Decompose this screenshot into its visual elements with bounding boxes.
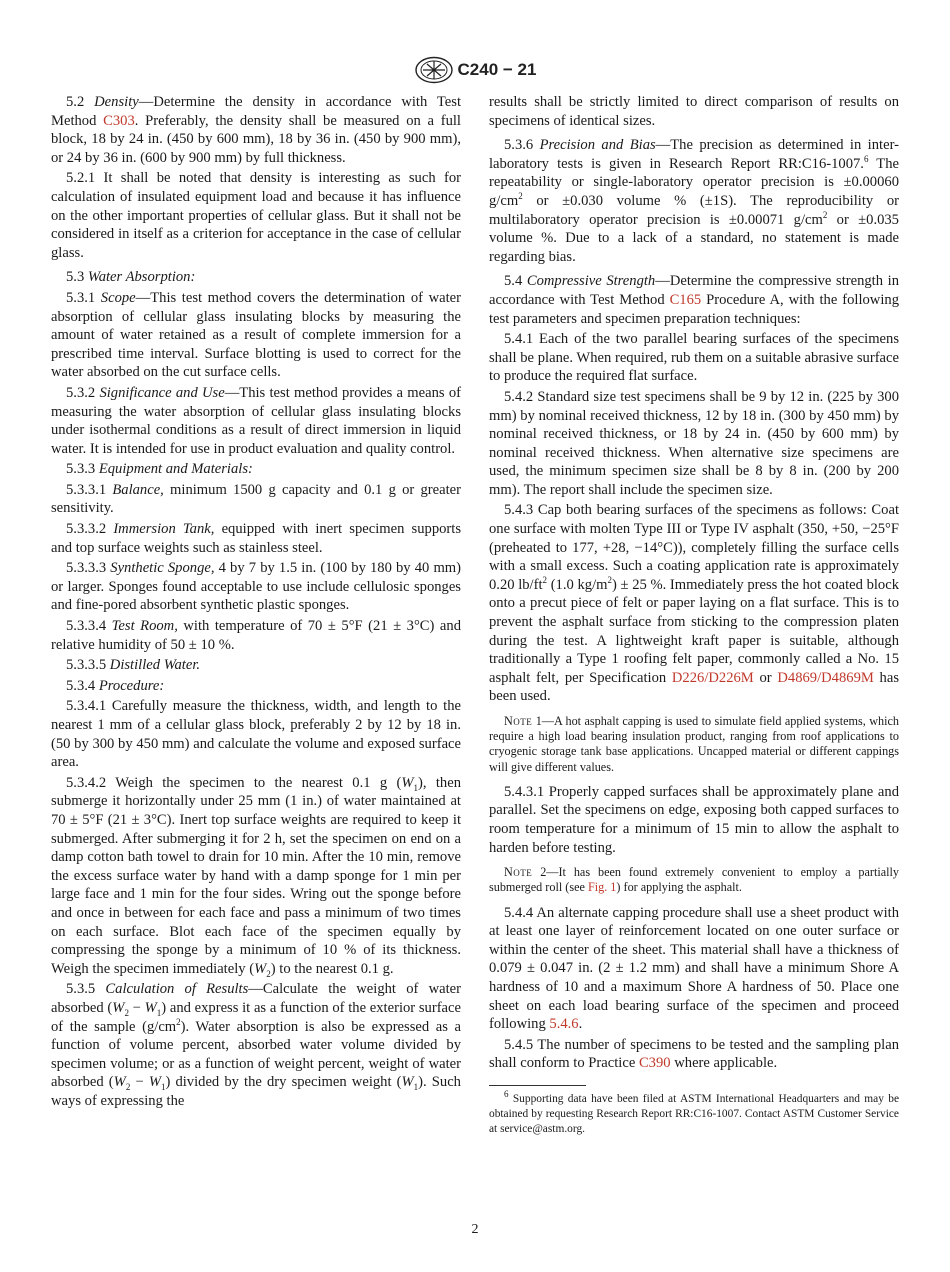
- section-5-4-6-link[interactable]: 5.4.6: [549, 1016, 579, 1033]
- para-5-4-3-1: 5.4.3.1 Properly capped surfaces shall be approximately plane and parallel. Set the specimens on edge, exposing both capped surfaces to room temperature for a minimum of 15 min to allow the asphalt to harden before testing.: [489, 783, 899, 856]
- para-5-2: 5.2 Density—Determine the density in accordance with Test Method C303. Preferably, the density shall be measured on a full block, 18 by 24 in. (450 by 600 mm), 18 by 36 in. (450 by 900 mm), or 24 by 36 in. (600 by 900 mm) by full thickness.: [51, 94, 461, 166]
- para-5-3-4: 5.3.4 Procedure:: [66, 677, 165, 694]
- left-column: [51, 93, 461, 1112]
- para-5-4-5: 5.4.5 The number of specimens to be tested and the sampling plan shall conform to Practice C390 where applicable.: [489, 1036, 899, 1072]
- para-5-4: 5.4 Compressive Strength—Determine the compressive strength in accordance with Test Method C165 Procedure A, with the following test parameters and specimen preparation techniques:: [489, 273, 899, 327]
- footnote-ref-6: 6: [863, 153, 869, 164]
- c165-link[interactable]: C165: [669, 291, 702, 308]
- para-5-3-5-cont: results shall be strictly limited to direct comparison of results on specimens of identical sizes.: [489, 94, 899, 129]
- fig-1-link[interactable]: Fig. 1: [587, 880, 617, 895]
- para-5-2-1: 5.2.1 It shall be noted that density is interesting as such for calculation of insulated equipment load and because it has influence on the other important properties of cellular glass. But it shall not be considered in itself as a criterion for acceptance in the case of cellular glass.: [51, 170, 461, 261]
- para-5-3-5: 5.3.5 Calculation of Results—Calculate the weight of water absorbed $(W_2 - W_1)$ and express it as a function of the exterior surface of the sample $(g/cm^2)$. Water absorption is also be expressed as a function of volume percent, absorbed water volume divided by specimen volume; or as a function of weight percent, weight of water absorbed $(W_2 - W_1)$ divided by the dry specimen weight $(W_1)$. Such ways of expressing the: [51, 981, 461, 1109]
- para-5-3-1: 5.3.1 Scope—This test method covers the determination of water absorption of cellular glass insulating blocks by measuring the amount of water retained as a result of complete immersion for a prescribed time interval. Surface blotting is used to correct for the water absorbed on the cut surface cells.: [51, 289, 461, 381]
- d226-link[interactable]: D226/D226M: [671, 669, 754, 686]
- para-5-3-2: 5.3.2 Significance and Use—This test method provides a means of measuring the water absorption of cellular glass insulating blocks under isothermal conditions as a result of direct immersion in liquid water. It is intended for use in product evaluation and quality control.: [51, 384, 461, 457]
- footnote-divider: [489, 1085, 586, 1086]
- c390-link[interactable]: C390: [638, 1055, 671, 1072]
- page-header: [0, 56, 950, 84]
- standard-code: C240 − 21: [457, 60, 537, 79]
- note-1: Note 1—A hot asphalt capping is used to simulate field applied systems, which require a high load bearing insulation product, ranging from roof applications to cryogenic storage tank base applications. Uncapped material or different cappings will give different values.: [489, 714, 899, 774]
- para-5-4-1: 5.4.1 Each of the two parallel bearing surfaces of the specimens shall be plane. When required, rub them on a suitable abrasive surface to produce the required flat surface.: [489, 331, 899, 385]
- para-5-4-4: 5.4.4 An alternate capping procedure shall use a sheet product with at least one layer of reinforcement located on one outer surface or within the center of the sheet. This material shall have a thickness of 0.079 ± 0.047 in. (2 ± 1.2 mm) and shall have a minimum Shore A hardness of 10 and a maximum Shore A hardness of 50. Place one sheet on each load bearing surface of the specimen and proceed following 5.4.6.: [489, 904, 899, 1033]
- para-5-3-3-3: 5.3.3.3 Synthetic Sponge, 4 by 7 by 1.5 in. (100 by 180 by 40 mm) or larger. Sponges found acceptable to use include cellulosic sponges and fine-pored absorbent synthetic plastic sponges.: [51, 560, 462, 614]
- para-5-3-4-2: 5.3.4.2 Weigh the specimen to the nearest 0.1 g $(W_1)$, then submerge it horizontally under 25 mm (1 in.) of water maintained at 70 ± 5°F (21 ± 3°C). Inert top surface weights are required to keep it submerged. After submerging it for 2 h, set the specimen on end on a damp cotton bath towel to drain for 10 min. After the 10 min, remove the excess surface water by hand with a damp sponge for 1 min per large face and 1 min for the four sides. Wring out the sponge before and once in between for each face and pass a minimum of two times on each surface. Blot each face of the specimen equally by compressing the sponge by a minimum of 10 % of its thickness. Weigh the specimen immediately $(W_2)$ to the nearest 0.1 g.: [51, 774, 461, 979]
- c303-link[interactable]: C303: [103, 112, 135, 129]
- footnote-6: $^6$ Supporting data have been filed at ASTM International Headquarters and may be obtained by requesting Research Report RR:C16-1007. Contact ASTM Customer Service at service@astm.org.: [489, 1089, 899, 1135]
- note-2: Note 2—It has been found extremely convenient to employ a partially submerged roll (see Fig. 1) for applying the asphalt.: [489, 865, 899, 895]
- para-5-3-4-1: 5.3.4.1 Carefully measure the thickness, width, and length to the nearest 1 mm of a cellular glass block, preferably 2 by 12 by 18 in. (50 by 300 by 450 mm) and calculate the volume and exposed surface area.: [51, 698, 461, 771]
- para-5-3: 5.3 Water Absorption:: [66, 269, 196, 286]
- page-number: 2: [471, 1222, 479, 1237]
- para-5-3-3-1: 5.3.3.1 Balance, minimum 1500 g capacity and 0.1 g or greater sensitivity.: [51, 481, 461, 517]
- para-5-3-3-5: 5.3.3.5 Distilled Water.: [66, 657, 201, 674]
- para-5-4-2: 5.4.2 Standard size test specimens shall be 9 by 12 in. (225 by 300 mm) by nominal received thickness, 12 by 18 in. (300 by 450 mm) by nominal received thickness, or 18 by 24 in. (450 by 600 mm) by nominal received thickness. When alternative size specimens are used, the minimum specimen size shall be 8 by 8 in. (200 by 200 mm). The report shall include the specimen size.: [489, 388, 899, 498]
- right-column: [489, 93, 899, 1139]
- d4869-link[interactable]: D4869/D4869M: [777, 669, 874, 686]
- para-5-3-3-2: 5.3.3.2 Immersion Tank, equipped with inert specimen supports and top surface weights such as stainless steel.: [51, 521, 462, 556]
- para-5-3-3: 5.3.3 Equipment and Materials:: [66, 461, 253, 478]
- para-5-3-6: 5.3.6 Precision and Bias—The precision as determined in inter-laboratory tests is given in Research Report RR:C16-1007.$^6$ The repeatability or single-laboratory operator precision is ±0.00060 $g/cm^2$ or ±0.030 volume % (±1S). The reproducibility or multilaboratory operator precision is ±0.00071 $g/cm^2$ or ±0.035 volume %. Due to a lack of a standard, no statement is made regarding bias.: [489, 137, 899, 265]
- para-5-4-3: 5.4.3 Cap both bearing surfaces of the specimens as follows: Coat one surface with molten Type III or Type IV asphalt (350, +50, −25°F (preheated to 177, +28, −14°C)), completely filling the surface cells with a small excess. Such a coating application rate is approximately 0.20 $lb/ft^2$ (1.0 $kg/m^2) \pm 25$ %. Immediately press the hot coated block onto a precut piece of felt or paper laying on a flat surface. This is to prevent the asphalt surface from sticking to the compression platen during the test. A lightweight kraft paper is suitable, although traditionally a Type 1 roofing felt paper, commonly called a No. 15 asphalt felt, per Specification D226/D226M or D4869/D4869M has been used.: [489, 502, 900, 705]
- para-5-3-3-4: 5.3.3.4 Test Room, with temperature of 70 ± 5°F (21 ± 3°C) and relative humidity of 50 ± 10 %.: [51, 618, 461, 653]
- astm-logo-icon: [414, 56, 454, 84]
